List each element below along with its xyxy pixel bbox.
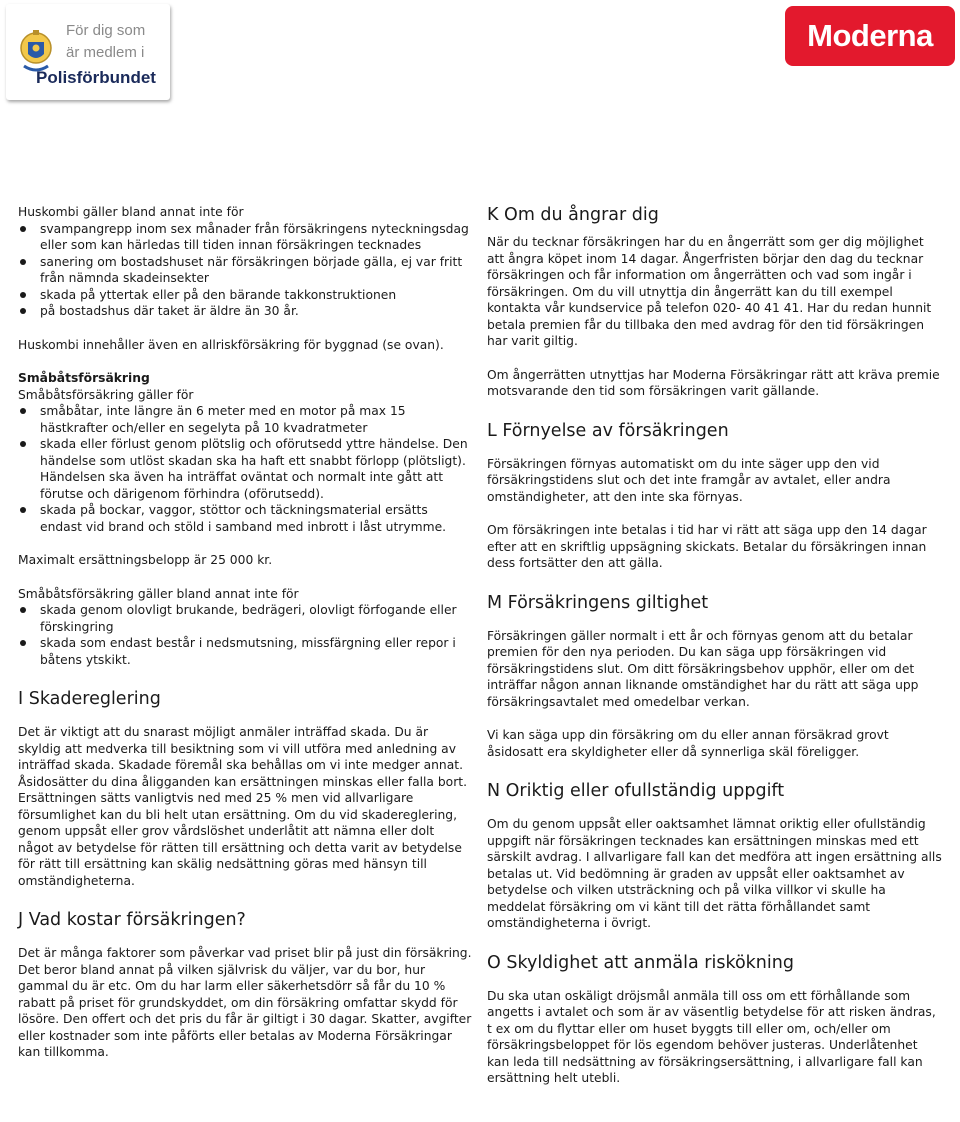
list-item: skada på bockar, vaggor, stöttor och täckningsmaterial ersätts endast vid brand och stöld i samband med inbrott i låst utrymme. (18, 502, 473, 535)
boat-insurance-list (18, 403, 473, 535)
membership-badge (6, 4, 170, 100)
huskombi-allrisk-note: Huskombi innehåller även en allriskförsäkring för byggnad (se ovan). (18, 337, 444, 352)
section-l-heading: L Förnyelse av försäkringen (487, 420, 729, 441)
section-m-text-2: Vi kan säga upp din försäkring om du eller annan försäkrad grovt åsidosatt era skyldigheter eller då synnerliga skäl föreligger. (487, 728, 889, 759)
list-item: på bostadshus där taket är äldre än 30 år. (18, 303, 473, 320)
section-j-text: Det är många faktorer som påverkar vad priset blir på just din försäkring. Det beror bland annat på vilken självrisk du väljer, var du bor, hur gammal du är etc. Om du har larm eller säkerhetsdörr så får du 10 % rabatt på priset för grundskyddet, om din försäkring omfattar skydd för lösöre. Den offert och det pris du får är giltigt i 30 dagar. Skatter, avgifter eller kostnader som inte påförts eller betalas av Moderna Försäkringar kan tillkomma. (18, 946, 472, 1059)
badge-organization-name: Polisförbundet (36, 68, 156, 87)
list-item: skada på yttertak eller på den bärande takkonstruktionen (18, 287, 473, 304)
section-i-heading: I Skadereglering (18, 689, 161, 709)
huskombi-exclusions-list (18, 221, 473, 320)
right-column (487, 204, 942, 1087)
list-item: småbåtar, inte längre än 6 meter med en motor på max 15 hästkrafter och/eller en segelyta på 10 kvadratmeter (18, 403, 473, 436)
section-m-heading: M Försäkringens giltighet (487, 592, 709, 613)
boat-exclusions-list (18, 602, 473, 668)
list-item: svampangrepp inom sex månader från försäkringens nyteckningsdag eller som kan härledas till tiden innan försäkringen tecknades (18, 221, 473, 254)
boat-max-compensation: Maximalt ersättningsbelopp är 25 000 kr. (18, 553, 273, 567)
list-item: skada som endast består i nedsmutsning, missfärgning eller repor i båtens ytskikt. (18, 635, 473, 668)
section-o-text: Du ska utan oskäligt dröjsmål anmäla till oss om ett förhållande som angetts i avtalet och som är av väsentlig betydelse för att risken ändras, t ex om du flyttar eller om huset byggts till eller om, och/eller om försäkringsbeloppet för lös egendom behöver justeras. Underlåtenhet kan leda till nedsättning av försäkringsersättning, i allvarligare fall kan ersättning helt utebli. (487, 988, 936, 1085)
section-n-heading: N Oriktig eller ofullständig uppgift (487, 781, 785, 801)
list-item: sanering om bostadshuset när försäkringen började gälla, ej var fritt från nämnda skadeinsekter (18, 254, 473, 287)
list-item: skada eller förlust genom plötslig och oförutsedd yttre händelse. Den händelse som utlöst skadan ska ha haft ett snabbt förlopp (plötsligt). Händelsen ska även ha inträffat oväntat och normalt inte gått att förutse och därigenom förhindra (oförutsedd). (18, 436, 473, 502)
boat-insurance-intro: Småbåtsförsäkring gäller för (18, 387, 194, 402)
section-m-text-1: Försäkringen gäller normalt i ett år och förnyas genom att du betalar premien för den nya perioden. Du kan säga upp försäkringen vid försäkringstidens slut. Om ditt försäkringsbehov upphör, eller om det inträffar någon annan liknande omständighet har du rätt att säga upp försäkringsavtalet med omedelbar verkan. (487, 628, 919, 709)
section-j-heading: J Vad kostar försäkringen? (18, 910, 246, 930)
badge-text-line2: är medlem i (66, 44, 145, 61)
section-i-text: Det är viktigt att du snarast möjligt anmäler inträffad skada. Du är skyldig att medverka till besiktning som vi vill utföra med anledning av inträffad skada. Skadade föremål ska behållas om vi inte medger annat. Åsidosätter du dina åligganden kan ersättningen minskas eller falla bort. Ersättningen sätts vanligtvis ned med 25 % men vid allvarligare försumlighet kan du bli helt utan ersättning. Om du vid skadereglering, genom uppsåt eller grov vårdslöshet underlåtit att nämna eller dolt något av betydelse för rätten till ersättning och detta varit av betydelse för rätt till ersättning kan skälig nedsättning göras med hänsyn till omständigheterna. (18, 725, 467, 888)
moderna-logo: Moderna (785, 6, 955, 66)
boat-exclusions-intro: Småbåtsförsäkring gäller bland annat inte för (18, 586, 299, 601)
left-column (18, 204, 473, 1061)
section-o-heading: O Skyldighet att anmäla riskökning (487, 952, 794, 973)
section-n-text: Om du genom uppsåt eller oaktsamhet lämnat oriktig eller ofullständig uppgift när försäkringen tecknades kan ersättningen minskas med ett särskilt avdrag. I allvarligare fall kan det medföra att ingen ersättning alls betalas ut. Vid bedömning är graden av uppsåt eller oaktsamhet av betydelse och vilken utsträckning och på vilka villkor vi skulle ha meddelat försäkring om vi känt till det rätta förhållandet samt omständigheterna i övrigt. (487, 817, 942, 930)
list-item: skada genom olovligt brukande, bedrägeri, olovligt förfogande eller förskingring (18, 602, 473, 635)
section-k-text-1: När du tecknar försäkringen har du en ångerrätt som ger dig möjlighet att ångra köpet inom 14 dagar. Ångerfristen börjar den dag du tecknar försäkringen och får information om ångerrätten och vad som ingår i försäkringen. Om du vill utnyttja din ångerrätt kan du till exempel kontakta vår kundservice på telefon 020- 40 41 41. Har du redan hunnit betala premien får du tillbaka den med avdrag för den tid försäkringen har varit giltig. (487, 235, 932, 348)
section-l-text-2: Om försäkringen inte betalas i tid har vi rätt att säga upp den 14 dagar efter att en skriftlig uppsägning skickats. Betalar du försäkringen innan dess fortsätter den att gälla. (487, 523, 927, 570)
section-l-text-1: Försäkringen förnyas automatiskt om du inte säger upp den vid försäkringstidens slut och det inte framgår av avtalet, eller andra omständigheter, att den inte ska förnyas. (487, 456, 891, 504)
huskombi-exclusions-intro: Huskombi gäller bland annat inte för (18, 205, 244, 219)
section-k-text-2: Om ångerrätten utnyttjas har Moderna Försäkringar rätt att kräva premie motsvarande den tid som försäkringen varit gällande. (487, 367, 940, 398)
boat-insurance-heading: Småbåtsförsäkring (18, 371, 150, 385)
badge-text-line1: För dig som (66, 22, 146, 39)
section-k-heading: K Om du ångrar dig (487, 205, 659, 225)
